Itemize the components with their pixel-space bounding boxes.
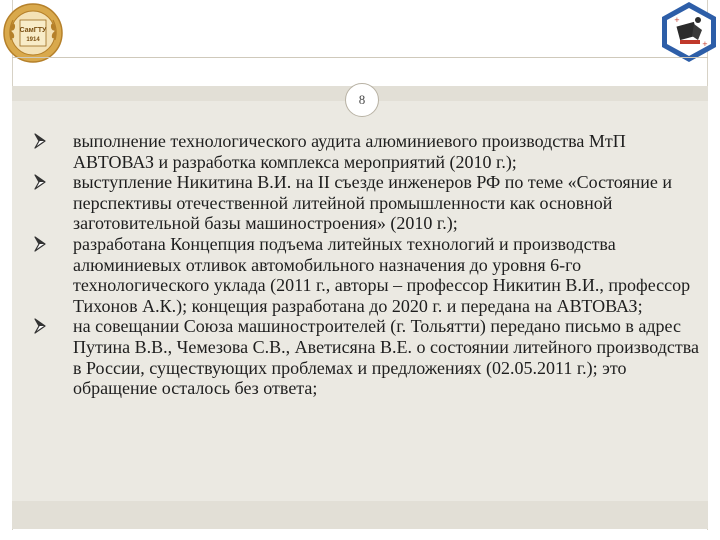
list-item-text: выступление Никитина В.И. на II съезде инженеров РФ по теме «Состояние и перспективы отечественной литейной промышленности как основной заготовительной базы машиностроения» (2010 г.); (73, 172, 673, 234)
list-item (12, 131, 708, 172)
arrow-bullet-icon (33, 235, 47, 253)
seal-text-year: 1914 (26, 37, 40, 43)
arrow-bullet-icon (33, 173, 47, 191)
list-item (12, 172, 708, 234)
header-rule (12, 57, 708, 58)
page-number: 8 (345, 83, 379, 117)
footer-band (12, 501, 708, 529)
svg-text:+: + (702, 40, 708, 48)
svg-text:+: + (674, 16, 680, 24)
content-panel (12, 101, 708, 501)
arrow-bullet-icon (33, 132, 47, 150)
list-item (12, 234, 708, 316)
list-item-text: разработана Концепция подъема литейных технологий и производства алюминиевых отливок автомобильного назначения до уровня 6-го технологического уклада (2011 г., авторы – профессор Никитин В.И., профессор Тихонов А.К.); концещия разработана до 2020 г. и передана на АВТОВАЗ; (73, 233, 691, 316)
list-item-text: на совещании Союза машиностроителей (г. Тольятти) передано письмо в адрес Путина В.В., Чемезова С.В., Аветисяна В.Е. о состоянии литейного производства в России, существующих проблемах и предложениях (02.05.2011 г.); это обращение осталось без ответа; (73, 316, 700, 399)
bullet-list (12, 131, 708, 399)
list-item-text: выполнение технологического аудита алюминиевого производства МтП АВТОВАЗ и разработка комплекса мероприятий (2010 г.); (73, 131, 626, 172)
arrow-bullet-icon (33, 317, 47, 335)
seal-text-top: СамГТУ (19, 27, 47, 34)
department-emblem-logo (658, 0, 720, 64)
list-item (12, 316, 708, 398)
university-seal-logo (2, 2, 64, 64)
